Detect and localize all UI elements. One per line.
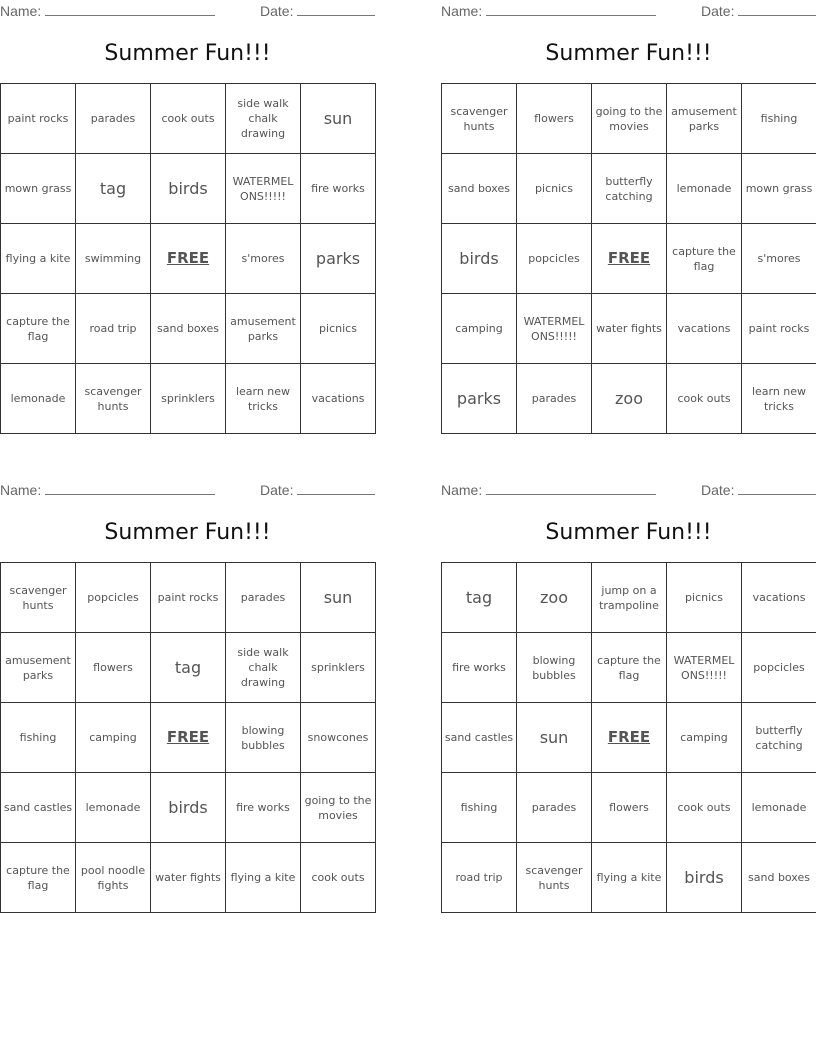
bingo-cell: water fights	[151, 843, 226, 913]
bingo-cell: pool noodle fights	[76, 843, 151, 913]
bingo-cell: scavenger hunts	[517, 843, 592, 913]
bingo-cell: camping	[442, 294, 517, 364]
bingo-grid	[0, 562, 376, 913]
bingo-cell: flying a kite	[592, 843, 667, 913]
bingo-cell: parades	[76, 84, 151, 154]
bingo-cell: lemonade	[742, 773, 816, 843]
bingo-cell: birds	[442, 224, 517, 294]
bingo-cell: scavenger hunts	[1, 563, 76, 633]
grid-row	[442, 703, 816, 773]
grid-row	[1, 703, 376, 773]
bingo-cell: popcicles	[517, 224, 592, 294]
grid-row	[1, 294, 376, 364]
bingo-cell: learn new tricks	[226, 364, 301, 434]
name-date-row	[441, 479, 816, 499]
bingo-cell: zoo	[517, 563, 592, 633]
bingo-cell: mown grass	[742, 154, 816, 224]
bingo-cell: fishing	[1, 703, 76, 773]
bingo-cell: snowcones	[301, 703, 376, 773]
bingo-cell: lemonade	[1, 364, 76, 434]
date-label: Date:	[701, 482, 735, 498]
bingo-cell: sun	[517, 703, 592, 773]
grid-row	[442, 843, 816, 913]
bingo-cell: capture the flag	[1, 294, 76, 364]
bingo-cell: tag	[151, 633, 226, 703]
date-label: Date:	[260, 482, 294, 498]
grid-row	[442, 773, 816, 843]
bingo-cell: swimming	[76, 224, 151, 294]
bingo-cell: capture the flag	[592, 633, 667, 703]
name-label: Name:	[0, 3, 42, 19]
bingo-cell: camping	[76, 703, 151, 773]
bingo-cell: capture the flag	[667, 224, 742, 294]
bingo-cell: blowing bubbles	[226, 703, 301, 773]
name-date-row	[0, 0, 376, 20]
bingo-cell: parks	[442, 364, 517, 434]
bingo-cell: paint rocks	[1, 84, 76, 154]
bingo-cell: camping	[667, 703, 742, 773]
grid-row	[1, 633, 376, 703]
bingo-cell: going to the movies	[592, 84, 667, 154]
bingo-cell: FREE	[151, 224, 226, 294]
date-label: Date:	[701, 3, 735, 19]
card-title: Summer Fun!!!	[545, 520, 712, 545]
bingo-cell: going to the movies	[301, 773, 376, 843]
bingo-grid	[441, 562, 816, 913]
bingo-cell: picnics	[517, 154, 592, 224]
date-label: Date:	[260, 3, 294, 19]
card-title: Summer Fun!!!	[104, 520, 271, 545]
name-field	[0, 3, 215, 19]
name-field	[0, 482, 215, 498]
bingo-cell: parades	[226, 563, 301, 633]
grid-row	[1, 563, 376, 633]
grid-row	[1, 364, 376, 434]
bingo-cell: birds	[151, 154, 226, 224]
bingo-cell: water fights	[592, 294, 667, 364]
bingo-cell: vacations	[301, 364, 376, 434]
grid-row	[1, 84, 376, 154]
bingo-cell: flying a kite	[1, 224, 76, 294]
bingo-cell: flying a kite	[226, 843, 301, 913]
bingo-cell: fire works	[301, 154, 376, 224]
bingo-cell: WATERMEL ONS!!!!!	[226, 154, 301, 224]
name-label: Name:	[441, 3, 483, 19]
bingo-cell: cook outs	[151, 84, 226, 154]
bingo-cell: blowing bubbles	[517, 633, 592, 703]
bingo-cell: scavenger hunts	[76, 364, 151, 434]
bingo-cell: sun	[301, 563, 376, 633]
name-date-row	[441, 0, 816, 20]
bingo-cell: butterfly catching	[742, 703, 816, 773]
bingo-cell: FREE	[592, 224, 667, 294]
grid-row	[1, 224, 376, 294]
grid-row	[1, 843, 376, 913]
bingo-cell: sand boxes	[151, 294, 226, 364]
grid-row	[1, 773, 376, 843]
date-field	[260, 3, 375, 19]
bingo-cell: fishing	[442, 773, 517, 843]
bingo-cell: amusement parks	[226, 294, 301, 364]
bingo-cell: sun	[301, 84, 376, 154]
bingo-cell: sprinklers	[301, 633, 376, 703]
bingo-cell: paint rocks	[742, 294, 816, 364]
bingo-cell: flowers	[76, 633, 151, 703]
name-label: Name:	[441, 482, 483, 498]
bingo-cell: road trip	[442, 843, 517, 913]
name-field	[441, 3, 656, 19]
bingo-cell: parades	[517, 773, 592, 843]
grid-row	[442, 154, 816, 224]
bingo-cell: cook outs	[301, 843, 376, 913]
bingo-cell: picnics	[667, 563, 742, 633]
grid-row	[1, 154, 376, 224]
bingo-grid	[0, 83, 376, 434]
bingo-cell: cook outs	[667, 773, 742, 843]
bingo-cell: sand castles	[1, 773, 76, 843]
bingo-cell: sand castles	[442, 703, 517, 773]
bingo-cell: s'mores	[226, 224, 301, 294]
card-title: Summer Fun!!!	[104, 41, 271, 66]
bingo-cell: flowers	[592, 773, 667, 843]
bingo-grid	[441, 83, 816, 434]
bingo-cell: FREE	[592, 703, 667, 773]
bingo-cell: WATERMEL ONS!!!!!	[517, 294, 592, 364]
grid-row	[442, 224, 816, 294]
bingo-cell: tag	[76, 154, 151, 224]
bingo-cell: birds	[667, 843, 742, 913]
bingo-cell: sprinklers	[151, 364, 226, 434]
bingo-cell: parades	[517, 364, 592, 434]
grid-row	[442, 84, 816, 154]
bingo-cell: lemonade	[76, 773, 151, 843]
name-label: Name:	[0, 482, 42, 498]
bingo-cell: FREE	[151, 703, 226, 773]
bingo-cell: scavenger hunts	[442, 84, 517, 154]
grid-row	[442, 294, 816, 364]
grid-row	[442, 364, 816, 434]
bingo-cell: picnics	[301, 294, 376, 364]
grid-row	[442, 633, 816, 703]
name-date-row	[0, 479, 376, 499]
date-field	[701, 482, 816, 498]
bingo-cell: s'mores	[742, 224, 816, 294]
bingo-cell: popcicles	[742, 633, 816, 703]
bingo-cell: WATERMEL ONS!!!!!	[667, 633, 742, 703]
bingo-cell: birds	[151, 773, 226, 843]
name-field	[441, 482, 656, 498]
bingo-cell: vacations	[742, 563, 816, 633]
bingo-cell: vacations	[667, 294, 742, 364]
bingo-cell: sand boxes	[442, 154, 517, 224]
bingo-cell: fire works	[442, 633, 517, 703]
bingo-cell: paint rocks	[151, 563, 226, 633]
bingo-cell: amusement parks	[1, 633, 76, 703]
bingo-cell: popcicles	[76, 563, 151, 633]
bingo-cell: capture the flag	[1, 843, 76, 913]
bingo-cell: amusement parks	[667, 84, 742, 154]
bingo-cell: side walk chalk drawing	[226, 84, 301, 154]
bingo-cell: tag	[442, 563, 517, 633]
bingo-cell: fishing	[742, 84, 816, 154]
bingo-cell: mown grass	[1, 154, 76, 224]
bingo-cell: butterfly catching	[592, 154, 667, 224]
bingo-cell: road trip	[76, 294, 151, 364]
date-field	[701, 3, 816, 19]
bingo-cell: lemonade	[667, 154, 742, 224]
bingo-cell: learn new tricks	[742, 364, 816, 434]
bingo-cell: parks	[301, 224, 376, 294]
card-title: Summer Fun!!!	[545, 41, 712, 66]
date-field	[260, 482, 375, 498]
bingo-cell: cook outs	[667, 364, 742, 434]
bingo-cell: flowers	[517, 84, 592, 154]
bingo-cell: side walk chalk drawing	[226, 633, 301, 703]
bingo-cell: fire works	[226, 773, 301, 843]
bingo-cell: jump on a trampoline	[592, 563, 667, 633]
bingo-cell: sand boxes	[742, 843, 816, 913]
bingo-cell: zoo	[592, 364, 667, 434]
grid-row	[442, 563, 816, 633]
